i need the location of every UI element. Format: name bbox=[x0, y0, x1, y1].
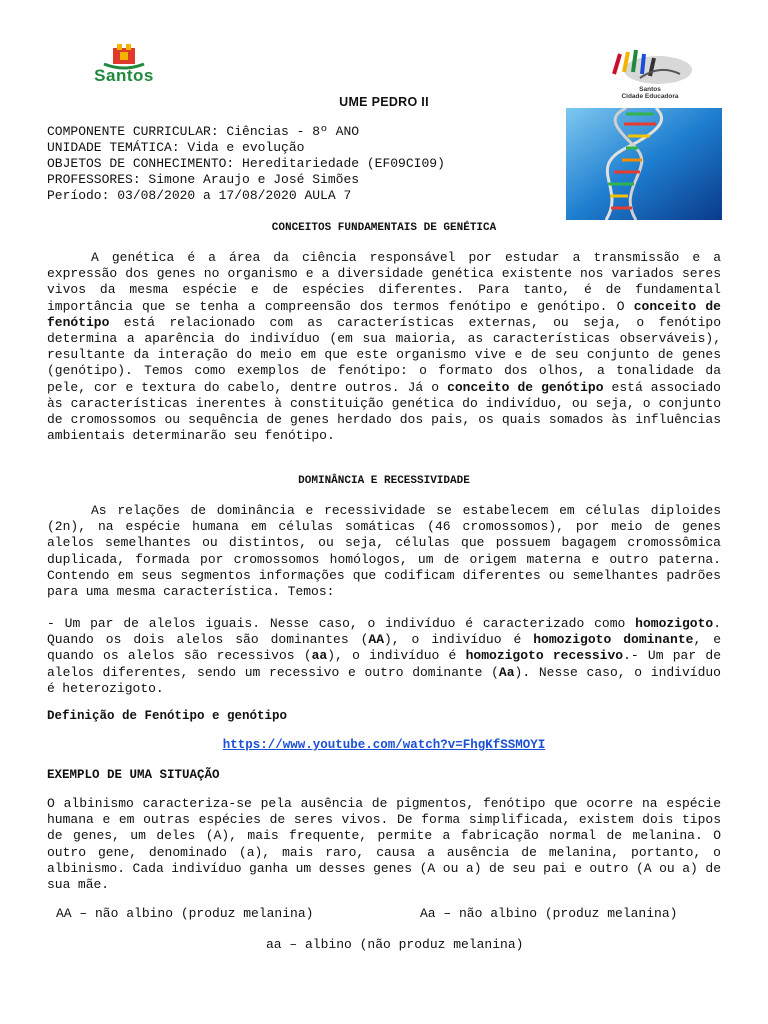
section-title-definicao: Definição de Fenótipo e genótipo bbox=[47, 709, 288, 723]
text-span: A genética é a área da ciência responsável por estudar a transmissão e a expressão dos genes no organismo e a diversidade genética existente nos variados seres vivos da mesma espécie e de espécies diferentes. Para tanto, é de fundamental importância que se tenha a compreensão dos termos fenótipo e genótipo. O bbox=[47, 250, 721, 314]
dna-image bbox=[566, 108, 722, 220]
bold-term: homozigoto recessivo bbox=[465, 648, 624, 664]
cidade-educadora-icon bbox=[600, 44, 700, 86]
paragraph-albinismo: O albinismo caracteriza-se pela ausência de pigmentos, fenótipo que ocorre na espécie humana e em outras espécies de seres vivos. De forma simplificada, existem dois tipos de genes, um deles (A), mais frequente, permite a fabricação normal de melanina. O outro gene, denominado (a), mais raro, causa a ausência de melanina, portanto, o albinismo. Cada indivíduo ganha um desses genes (A ou a) de seu pai e outro (A ou a) de sua mãe. bbox=[47, 796, 721, 893]
paragraph-dominancia bbox=[47, 503, 721, 600]
text-span: As relações de dominância e recessividade se estabelecem em células diploides (2n), na espécie humana em células somáticas (46 cromossomos), por meio de genes alelos semelhantes ou distintos, ou seja, células que possuem bagagem cromossômica duplicada, formada por cromossomos homólogos, um de origem materna e outro paterna. Contendo em seus segmentos informações que codificam diferentes ou semelhantes padrões para uma mesma característica. Temos: bbox=[47, 503, 721, 600]
text-span: . Quando os dois alelos são dominantes ( bbox=[47, 616, 721, 648]
unidade-tematica: UNIDADE TEMÁTICA: Vida e evolução bbox=[47, 140, 305, 155]
school-name: UME PEDRO II bbox=[339, 95, 429, 109]
cidade-educadora-logo bbox=[600, 44, 700, 100]
periodo: Período: 03/08/2020 a 17/08/2020 AULA 7 bbox=[47, 188, 352, 203]
text-span: .- Um par de alelos diferentes, sendo um recessivo e outro dominante ( bbox=[47, 648, 722, 680]
bold-term-genotipo: conceito de genótipo bbox=[447, 379, 604, 395]
text-span: ). Nesse caso, o indivíduo é heterozigoto. bbox=[47, 664, 721, 696]
document-metadata bbox=[47, 124, 445, 204]
text-span: ), o indivíduo é bbox=[327, 648, 466, 664]
componente-curricular: COMPONENTE CURRICULAR: Ciências - 8º ANO bbox=[47, 124, 360, 139]
youtube-link[interactable]: https://www.youtube.com/watch?v=FhgKfSSMOYI bbox=[222, 738, 546, 752]
bold-term: AA bbox=[368, 632, 384, 648]
cidade-logo-line1: Santos bbox=[639, 86, 661, 93]
genotype-aa: aa – albino (não produz melanina) bbox=[266, 937, 524, 952]
section-title-exemplo: EXEMPLO DE UMA SITUAÇÃO bbox=[47, 768, 220, 782]
cidade-logo-line2: Cidade Educadora bbox=[621, 93, 679, 100]
bold-term: Aa bbox=[498, 664, 515, 680]
bold-term: aa bbox=[311, 648, 328, 664]
text-span: , e quando os alelos são recessivos ( bbox=[47, 632, 721, 664]
text-span: está associado às características inerentes à constituição genética do indivíduo, ou seja, o conjunto de cromossomos ou sequência de genes herdado dos pais, os quais somados às influências ambientais determinarão seu fenótipo. bbox=[47, 379, 721, 444]
bold-term: homozigoto dominante bbox=[533, 632, 694, 648]
paragraph-alelos bbox=[47, 616, 721, 697]
santos-logo-text: Santos bbox=[94, 66, 154, 85]
text-span: está relacionado com as características externas, ou seja, o fenótipo determina a aparência do indivíduo (em sua maioria, as características observáveis), resultante da interação do meio em que este organismo vive e de seu conjunto de genes (genótipo). Temos como exemplos de fenótipo: o formato dos olhos, a tonalidade da pele, cor e textura do cabelo, dentre outros. Já o bbox=[47, 314, 721, 395]
genotype-AA: AA – não albino (produz melanina) bbox=[56, 906, 314, 921]
paragraph-conceitos bbox=[47, 250, 721, 444]
objetos-conhecimento: OBJETOS DE CONHECIMENTO: Hereditariedade (EF09CI09) bbox=[47, 156, 445, 171]
text-span: ), o indivíduo é bbox=[384, 632, 534, 648]
genotype-Aa: Aa – não albino (produz melanina) bbox=[420, 906, 678, 921]
bold-term: homozigoto bbox=[635, 616, 714, 631]
text-span: - Um par de alelos iguais. Nesse caso, o indivíduo é caracterizado como bbox=[47, 616, 636, 631]
professores: PROFESSORES: Simone Araujo e José Simões bbox=[47, 172, 360, 187]
bold-term-fenotipo: conceito de fenótipo bbox=[47, 298, 721, 330]
santos-logo bbox=[76, 44, 172, 90]
section-title-dominancia: DOMINÂNCIA E RECESSIVIDADE bbox=[298, 475, 470, 487]
section-title-conceitos: CONCEITOS FUNDAMENTAIS DE GENÉTICA bbox=[271, 222, 497, 234]
dna-helix-icon bbox=[566, 108, 722, 220]
